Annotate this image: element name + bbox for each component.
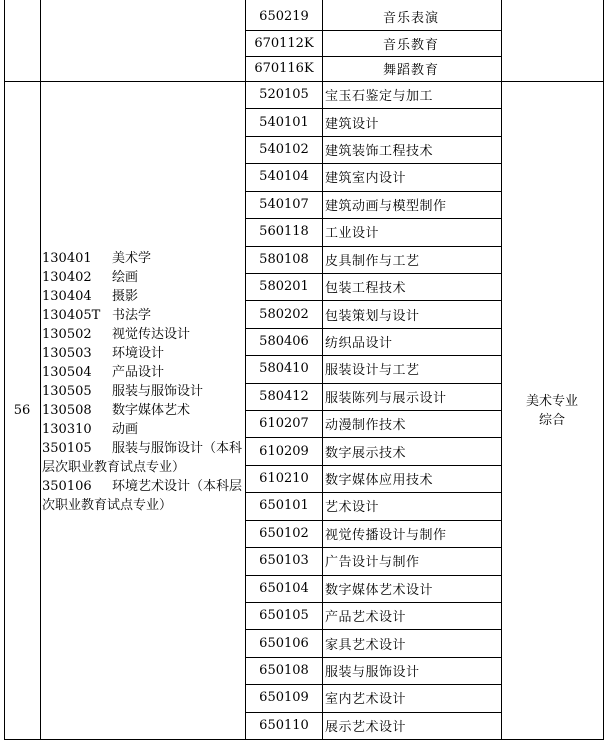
- major-name: 服装陈列与展示设计: [325, 390, 447, 406]
- major-code: 650109: [259, 690, 309, 706]
- major-name: 音乐教育: [382, 37, 439, 53]
- major-code: 540102: [259, 142, 309, 158]
- list-item: 130310 动画: [42, 422, 139, 437]
- table-rule: [322, 0, 323, 740]
- list-item: 130503 环境设计: [42, 346, 165, 361]
- major-code: 540104: [259, 169, 309, 185]
- major-code: 540107: [259, 196, 309, 212]
- major-code: 650104: [259, 580, 309, 596]
- major-code: 670116K: [254, 61, 314, 76]
- table-rule: [4, 739, 604, 740]
- major-code: 650110: [259, 717, 309, 733]
- list-item: 350106 环境艺术设计（本科层次职业教育试点专业）: [42, 479, 243, 513]
- major-name: 皮具制作与工艺: [325, 253, 420, 269]
- major-code: 580202: [259, 306, 309, 322]
- major-name: 数字媒体应用技术: [325, 473, 434, 489]
- major-name: 家具艺术设计: [325, 637, 407, 653]
- major-name: 工业设计: [325, 226, 380, 242]
- major-name: 广告设计与制作: [325, 555, 420, 571]
- major-code: 520105: [259, 87, 309, 103]
- major-code: 580108: [259, 251, 309, 267]
- major-code: 580406: [259, 333, 309, 349]
- major-name: 舞蹈教育: [382, 63, 439, 78]
- major-name: 建筑装饰工程技术: [325, 144, 434, 160]
- major-code: 650101: [259, 498, 309, 514]
- major-code: 610209: [259, 443, 309, 459]
- exam-subject: [503, 392, 601, 430]
- table-rule: [40, 0, 41, 740]
- major-name: 视觉传播设计与制作: [325, 527, 447, 543]
- major-name: 服装与服饰设计: [325, 664, 420, 680]
- list-item: 130405T 书法学: [42, 308, 152, 323]
- major-code: 650219: [259, 9, 309, 24]
- major-name: 建筑室内设计: [325, 171, 407, 187]
- major-code: 580410: [259, 361, 309, 377]
- major-name: 纺织品设计: [325, 335, 393, 351]
- major-name: 宝玉石鉴定与加工: [325, 89, 434, 105]
- major-name: 服装设计与工艺: [325, 363, 420, 379]
- major-code: 650102: [259, 525, 309, 541]
- list-item: 130508 数字媒体艺术: [42, 403, 191, 418]
- major-code: 650108: [259, 662, 309, 678]
- list-item: 130402 绘画: [42, 270, 139, 285]
- major-code: 650103: [259, 553, 309, 569]
- major-code: 560118: [259, 224, 309, 240]
- major-code: 610207: [259, 416, 309, 432]
- table-rule: [603, 0, 604, 740]
- list-item: 130504 产品设计: [42, 365, 165, 380]
- list-item: 130502 视觉传达设计: [42, 327, 191, 342]
- major-code: 650105: [259, 608, 309, 624]
- list-item: 130404 摄影: [42, 289, 139, 304]
- major-name: 室内艺术设计: [325, 692, 407, 708]
- exam-subject-line: 综合: [538, 413, 565, 428]
- major-code: 580201: [259, 279, 309, 295]
- undergrad-major-list: [42, 249, 246, 515]
- major-name: 数字媒体艺术设计: [325, 582, 434, 598]
- major-code: 580412: [259, 388, 309, 404]
- major-code: 610210: [259, 471, 309, 487]
- major-name: 包装工程技术: [325, 281, 407, 297]
- table-rule: [501, 0, 502, 740]
- major-name: 数字展示技术: [325, 445, 407, 461]
- major-code: 670112K: [254, 35, 314, 51]
- major-name: 艺术设计: [325, 500, 380, 516]
- major-name: 展示艺术设计: [325, 719, 407, 735]
- major-name: 包装策划与设计: [325, 308, 420, 324]
- list-item: 130505 服装与服饰设计: [42, 384, 204, 399]
- major-name: 建筑动画与模型制作: [325, 198, 447, 214]
- major-name: 建筑设计: [325, 116, 380, 132]
- list-item: 350105 服装与服饰设计（本科层次职业教育试点专业）: [42, 441, 243, 475]
- major-name: 动漫制作技术: [325, 418, 407, 434]
- exam-subject-line: 美术专业: [525, 394, 578, 409]
- list-item: 130401 美术学: [42, 251, 152, 266]
- major-code: 650106: [259, 635, 309, 651]
- major-name: 音乐表演: [382, 11, 439, 26]
- group-number: 56: [13, 402, 31, 418]
- major-name: 产品艺术设计: [325, 610, 407, 626]
- major-code: 540101: [259, 114, 309, 130]
